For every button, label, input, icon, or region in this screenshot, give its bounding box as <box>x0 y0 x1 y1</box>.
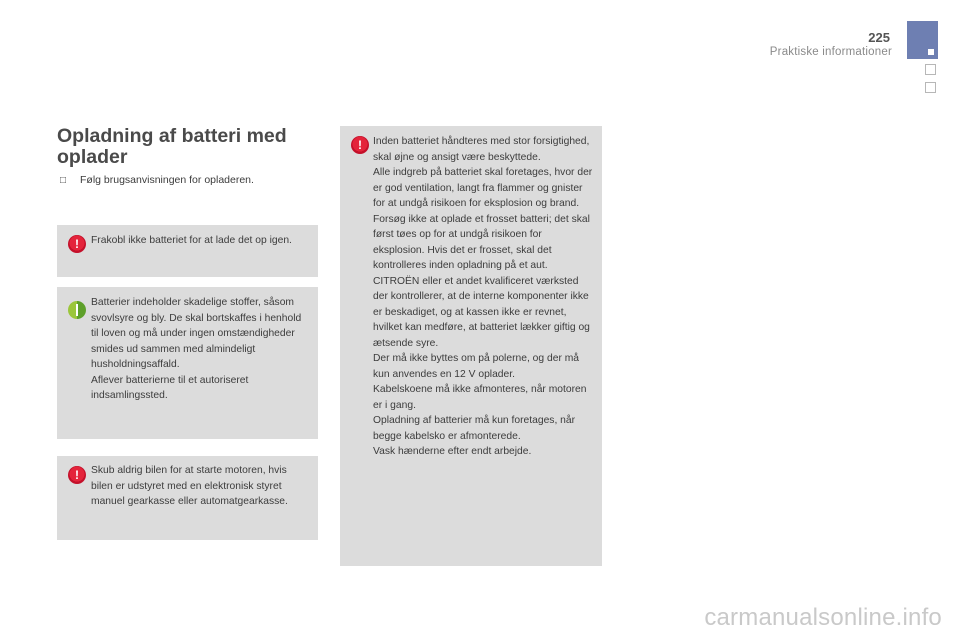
instruction-text: Følg brugsanvisningen for opladeren. <box>80 174 254 186</box>
note-push-start <box>57 456 318 540</box>
instruction <box>60 174 254 187</box>
section-tab-next[interactable] <box>925 64 936 75</box>
note-disconnect-text: Frakobl ikke batteriet for at lade det op igen. <box>91 235 292 246</box>
note-push-start-text: Skub aldrig bilen for at starte motoren, hvis bilen er udstyret med en elektronisk styret manuel gearkasse eller automatgearkasse. <box>91 465 288 507</box>
warning-icon: ! <box>68 235 86 253</box>
warning-icon: ! <box>351 136 369 154</box>
note-environment <box>57 287 318 439</box>
watermark: carmanualsonline.info <box>704 604 942 631</box>
page-heading: Opladning af batteri med oplader <box>57 125 287 168</box>
note-safety <box>340 126 602 566</box>
recycling-leaf-icon <box>68 301 86 319</box>
tab-marker <box>928 49 934 55</box>
section-title: Praktiske informationer <box>769 46 892 58</box>
section-tab-next-2[interactable] <box>925 82 936 93</box>
note-environment-text: Batterier indeholder skadelige stoffer, såsom svovlsyre og bly. De skal bortskaffes i henhold til loven og må under ingen omstændigheder smides ud sammen med almindeligt husholdningsaffald. Aflever batterierne til et autoriseret indsamlingssted. <box>91 297 302 401</box>
note-safety-text: Inden batteriet håndteres med stor forsigtighed, skal øjne og ansigt være beskyttede. Alle indgreb på batteriet skal foretages, hvor der er god ventilation, langt fra flammer og gnister for at undgå risikoen for eksplosion og brand. Forsøg ikke at oplade et frosset batteri; det skal først tøes op for at undgå risikoen for eksplosion. Hvis det er frosset, skal det kontrolleres inden opladning på et aut. CITROËN eller et andet kvalificeret værksted der kontrollerer, at de interne komponenter ikke er beskadiget, og at kassen ikke er revnet, hvilket kan medføre, at batteriet lækker giftig og ætsende syre. Der må ikke byttes om på polerne, og der må kun anvendes en 12 V oplader. Kabelskoene må ikke afmonteres, når motoren er i gang. Opladning af batterier må kun foretages, når begge kabelsko er afmonterede. Vask hænderne efter endt arbejde. <box>373 136 593 457</box>
warning-icon: ! <box>68 466 86 484</box>
section-tab-active[interactable] <box>907 21 938 59</box>
note-disconnect <box>57 225 318 277</box>
page-number: 225 <box>868 30 890 45</box>
checkbox-bullet-icon: □ <box>60 175 67 186</box>
